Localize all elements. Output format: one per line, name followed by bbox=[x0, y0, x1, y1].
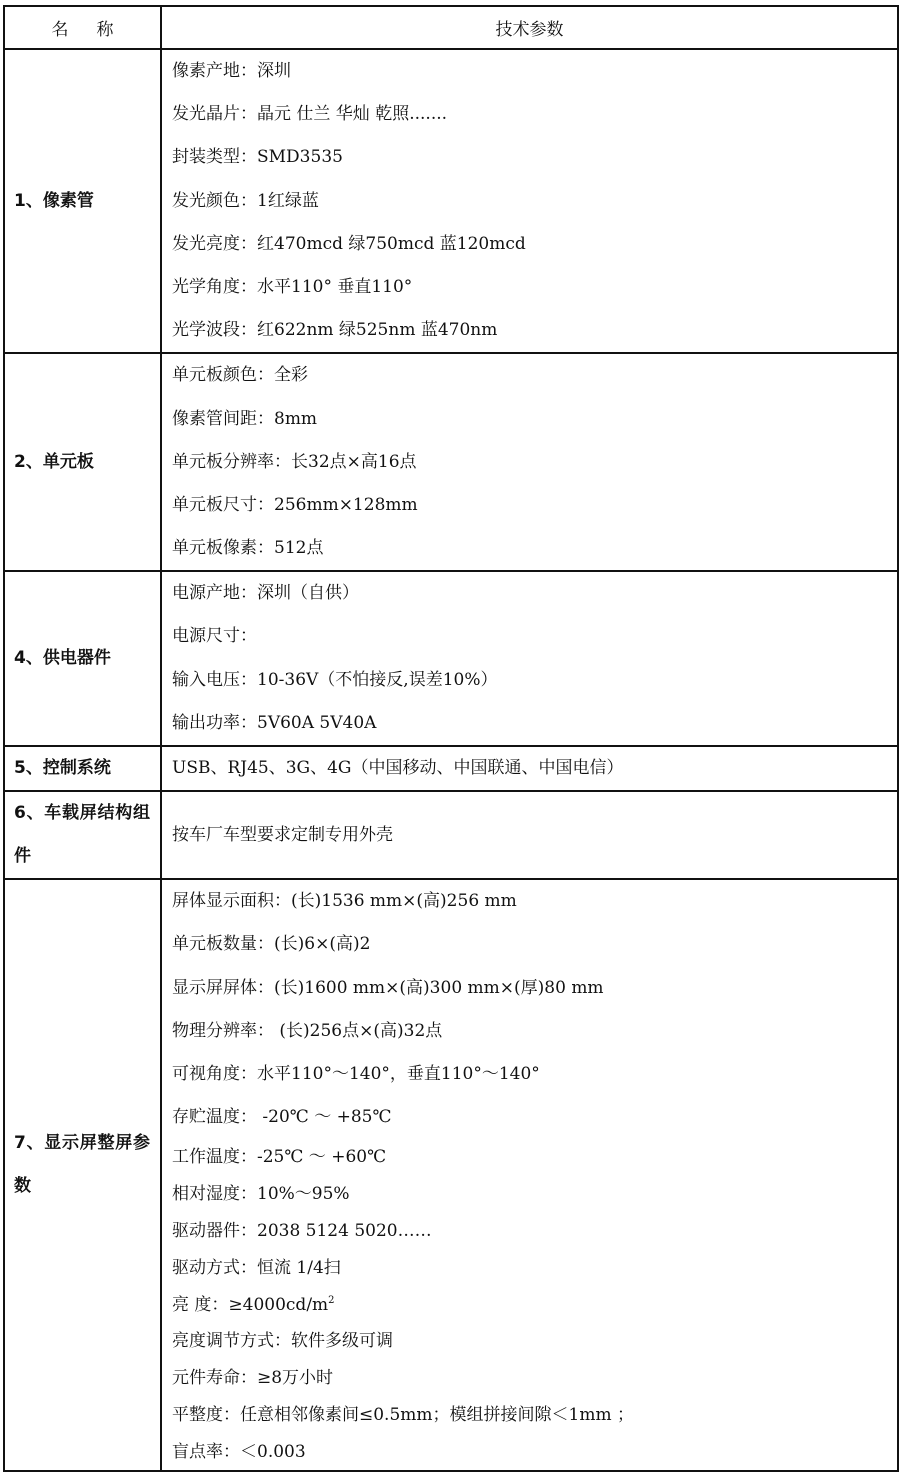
table-row bbox=[4, 49, 898, 353]
table-row bbox=[4, 791, 898, 879]
spec-table bbox=[3, 5, 899, 1472]
spec-line: 单元板像素：512点 bbox=[172, 538, 324, 559]
spec-line: 工作温度：-25℃ ～ +60℃ bbox=[172, 1147, 387, 1168]
spec-line: 电源尺寸： bbox=[172, 626, 257, 647]
brightness-text: 亮 度：≥4000cd/m bbox=[172, 1294, 329, 1315]
spec-line: USB、RJ45、3G、4G（中国移动、中国联通、中国电信） bbox=[172, 758, 624, 778]
row-name: 4、供电器件 bbox=[4, 571, 161, 746]
spec-line: 亮度调节方式：软件多级可调 bbox=[172, 1331, 393, 1352]
table-row bbox=[4, 571, 898, 746]
header-row bbox=[4, 6, 898, 49]
spec-line: 相对湿度：10%～95% bbox=[172, 1184, 350, 1205]
spec-line bbox=[172, 1287, 897, 1324]
spec-line: 物理分辨率： (长)256点×(高)32点 bbox=[172, 1020, 443, 1041]
spec-line: 按车厂车型要求定制专用外壳 bbox=[172, 824, 393, 845]
spec-line: 封装类型：SMD3535 bbox=[172, 147, 343, 168]
row-spec bbox=[161, 791, 898, 879]
spec-line: 显示屏屏体：(长)1600 mm×(高)300 mm×(厚)80 mm bbox=[172, 977, 604, 998]
header-name: 名称 bbox=[4, 6, 161, 49]
table-row bbox=[4, 746, 898, 791]
row-spec bbox=[161, 746, 898, 791]
spec-line: 平整度：任意相邻像素间≤0.5mm；模组拼接间隙＜1mm ； bbox=[172, 1404, 634, 1425]
spec-line: 盲点率：＜0.003 bbox=[172, 1441, 306, 1462]
spec-line: 发光颜色：1红绿蓝 bbox=[172, 190, 319, 211]
row-name: 2、单元板 bbox=[4, 353, 161, 571]
spec-line: 可视角度：水平110°～140°，垂直110°～140° bbox=[172, 1063, 540, 1084]
spec-line: 元件寿命：≥8万小时 bbox=[172, 1368, 334, 1389]
spec-line: 单元板分辨率：长32点×高16点 bbox=[172, 451, 417, 472]
spec-line: 光学角度：水平110° 垂直110° bbox=[172, 276, 413, 297]
spec-line: 光学波段：红622nm 绿525nm 蓝470nm bbox=[172, 320, 498, 341]
row-spec bbox=[161, 49, 898, 353]
spec-line: 驱动方式：恒流 1/4扫 bbox=[172, 1257, 341, 1278]
spec-line: 存贮温度： -20℃ ～ +85℃ bbox=[172, 1107, 392, 1128]
spec-line: 像素产地：深圳 bbox=[172, 61, 291, 81]
table-row bbox=[4, 879, 898, 1471]
row-spec bbox=[161, 571, 898, 746]
spec-line: 发光亮度：红470mcd 绿750mcd 蓝120mcd bbox=[172, 233, 526, 254]
brightness-unit-sup: 2 bbox=[328, 1294, 335, 1306]
table-row bbox=[4, 353, 898, 571]
spec-line: 电源产地：深圳（自供） bbox=[172, 583, 359, 604]
spec-line: 驱动器件：2038 5124 5020…… bbox=[172, 1220, 432, 1241]
row-name: 1、像素管 bbox=[4, 49, 161, 353]
row-name: 6、车载屏结构组件 bbox=[4, 791, 161, 879]
spec-line: 输入电压：10-36V（不怕接反,误差10%） bbox=[172, 669, 498, 690]
spec-line: 像素管间距：8mm bbox=[172, 408, 318, 429]
row-name: 7、显示屏整屏参数 bbox=[4, 879, 161, 1471]
row-spec bbox=[161, 879, 898, 1471]
spec-line: 单元板颜色：全彩 bbox=[172, 365, 308, 386]
header-spec: 技术参数 bbox=[161, 6, 898, 49]
spec-line: 发光晶片：晶元 仕兰 华灿 乾照....... bbox=[172, 104, 448, 125]
spec-line: 屏体显示面积：(长)1536 mm×(高)256 mm bbox=[172, 891, 517, 912]
spec-line: 输出功率：5V60A 5V40A bbox=[172, 712, 377, 733]
spec-line: 单元板数量：(长)6×(高)2 bbox=[172, 934, 371, 955]
row-name: 5、控制系统 bbox=[4, 746, 161, 791]
row-spec bbox=[161, 353, 898, 571]
spec-line: 单元板尺寸：256mm×128mm bbox=[172, 494, 418, 515]
